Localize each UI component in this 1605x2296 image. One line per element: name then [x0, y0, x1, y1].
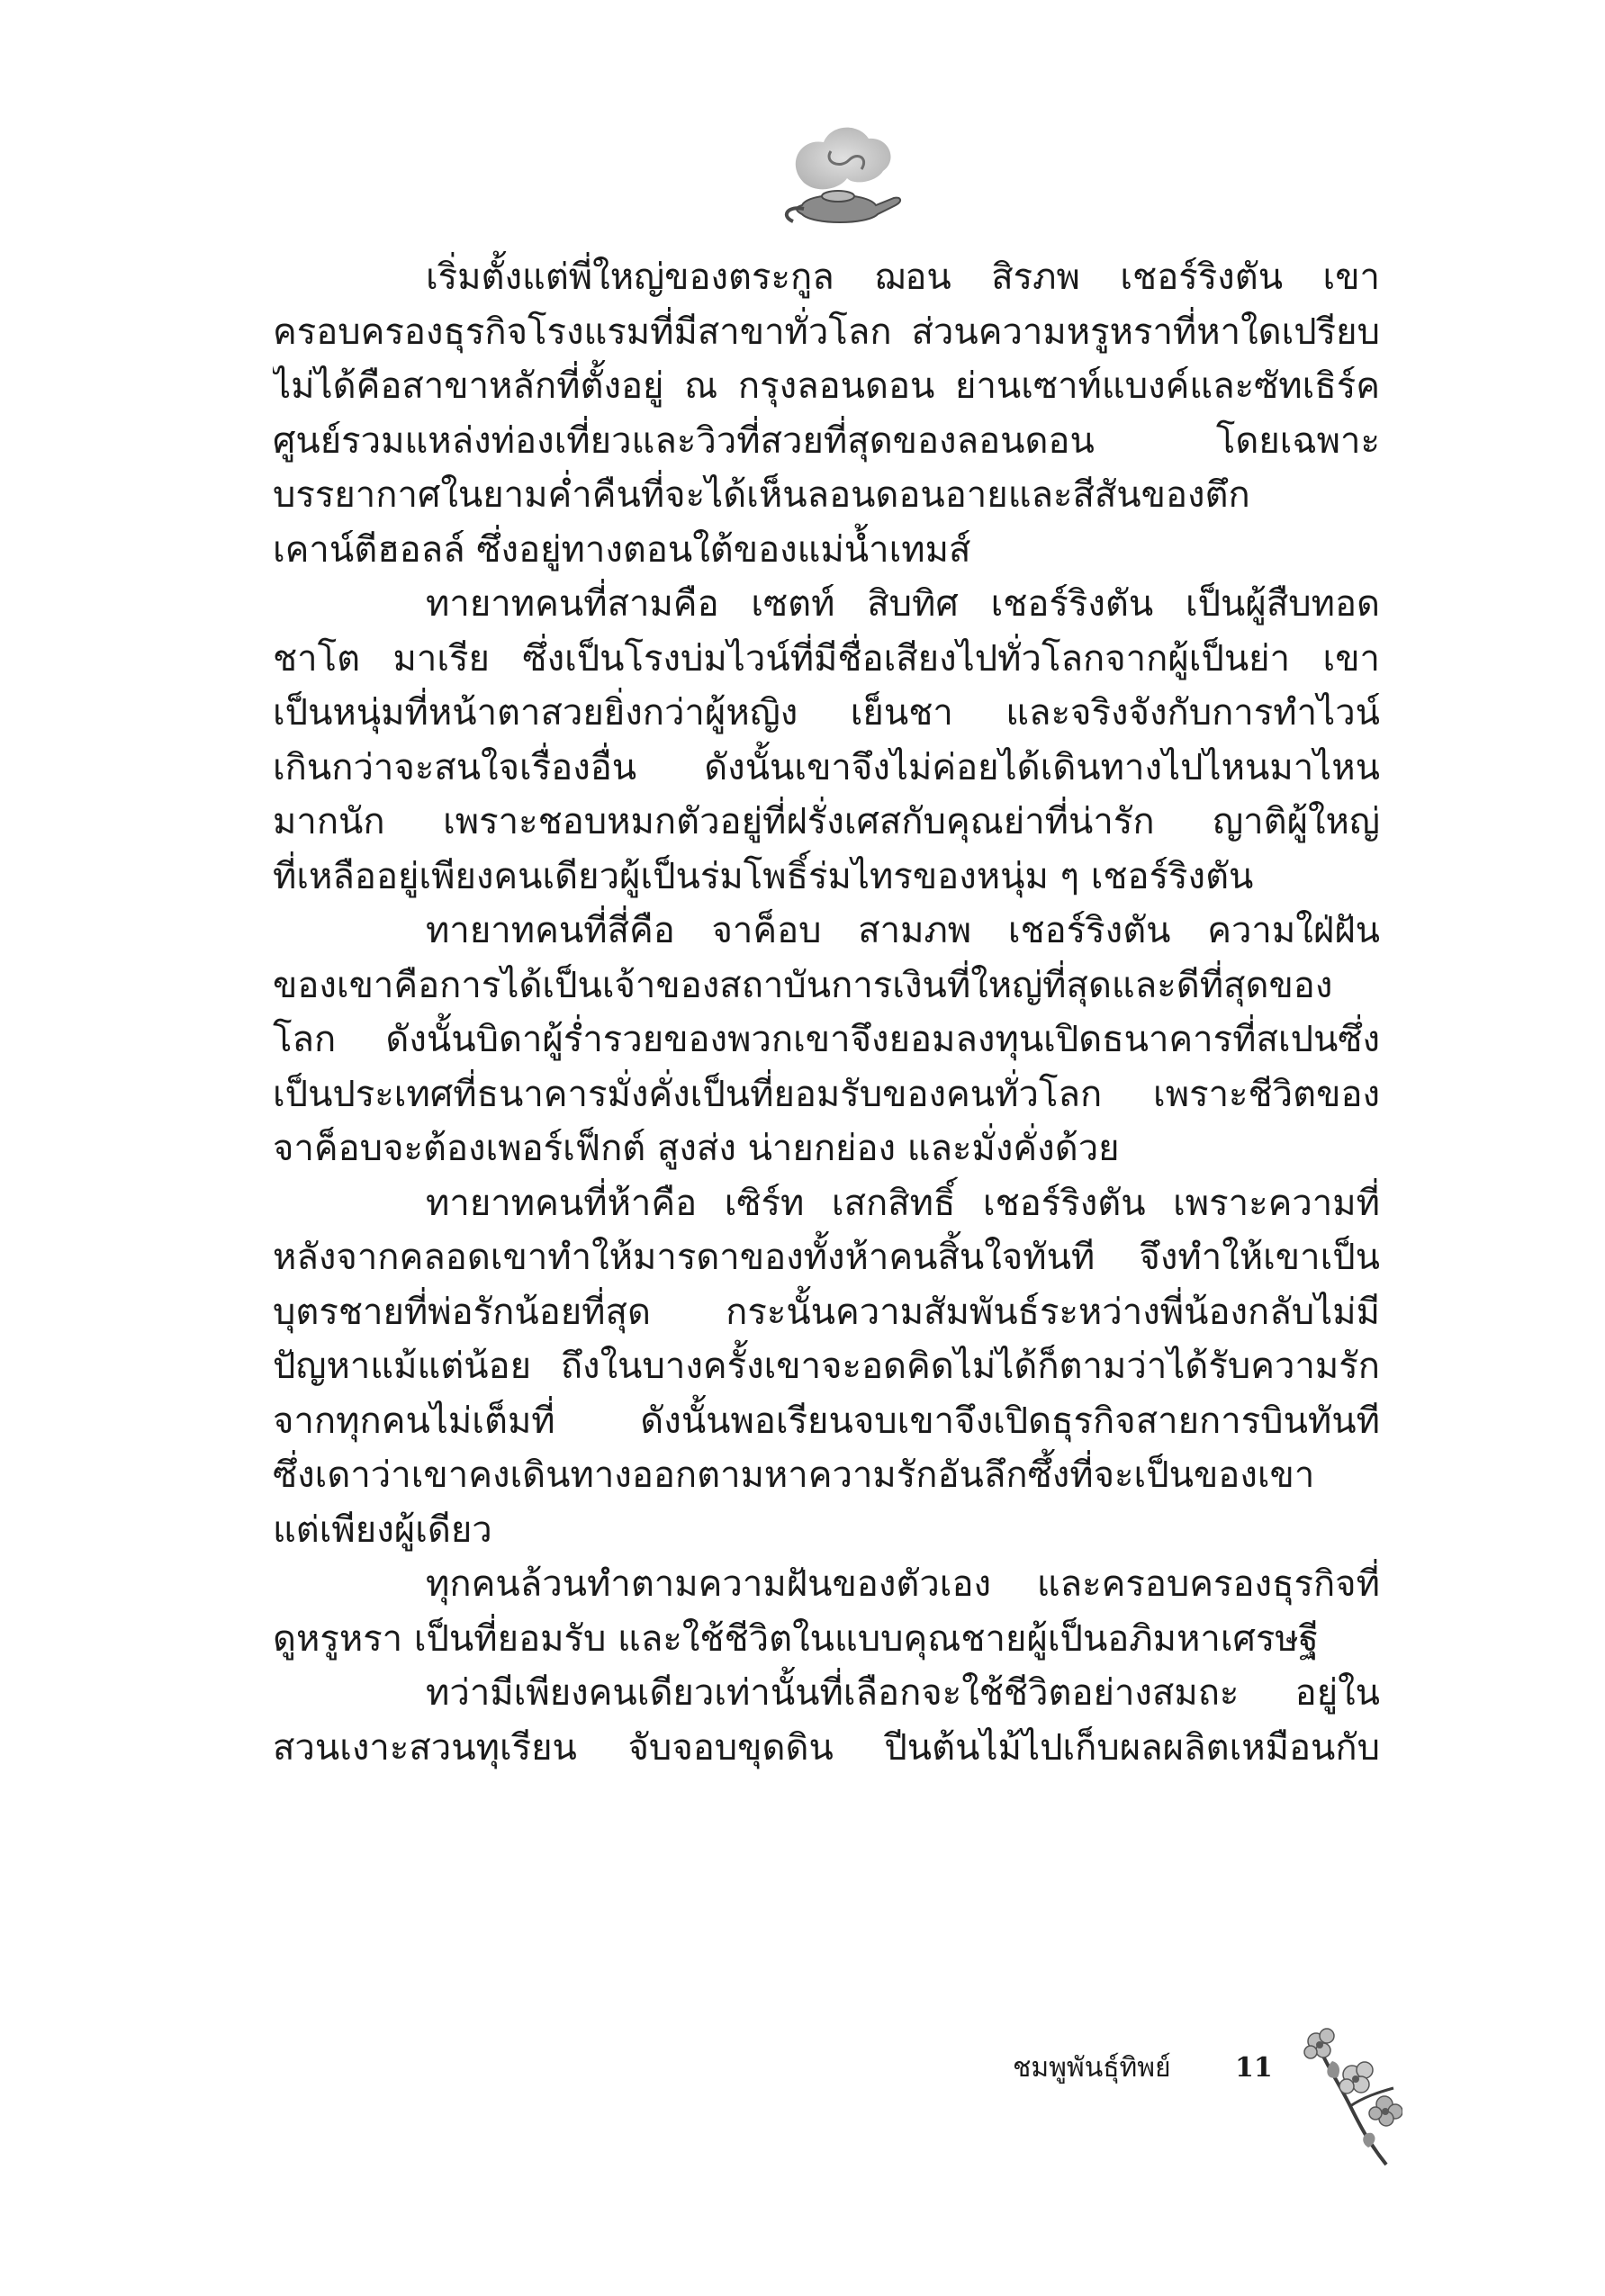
text-line: ซึ่งเดาว่าเขาคงเดินทางออกตามหาความรักอันลึกซึ้งที่จะเป็นของเขา — [273, 1454, 1315, 1496]
text-line: บรรยากาศในยามค่ำคืนที่จะได้เห็นลอนดอนอายและสีสันของตึก — [273, 474, 1250, 516]
text-line: โลก ดังนั้นบิดาผู้ร่ำรวยของพวกเขาจึงยอมลงทุนเปิดธนาคารที่สเปนซึ่ง — [273, 1019, 1380, 1060]
text-line: ของเขาคือการได้เป็นเจ้าของสถาบันการเงินที่ใหญ่ที่สุดและดีที่สุดของ — [273, 964, 1333, 1006]
text-line: เคาน์ตีฮอลล์ ซึ่งอยู่ทางตอนใต้ของแม่น้ำเทมส์ — [273, 528, 971, 571]
text-line: จากทุกคนไม่เต็มที่ ดังนั้นพอเรียนจบเขาจึงเปิดธุรกิจสายการบินทันที — [273, 1400, 1380, 1442]
text-line: ทว่ามีเพียงคนเดียวเท่านั้นที่เลือกจะใช้ชีวิตอย่างสมถะ อยู่ใน — [426, 1672, 1380, 1714]
text-line: ศูนย์รวมแหล่งท่องเที่ยวและวิวที่สวยที่สุดของลอนดอน โดยเฉพาะ — [273, 419, 1380, 462]
running-title: ชมพูพันธุ์ทิพย์ — [1013, 2052, 1171, 2084]
blossom-branch-icon — [1296, 2025, 1402, 2169]
text-line: เริ่มตั้งแต่พี่ใหญ่ของตระกูล ฌอน สิรภพ เชอร์ริงตัน เขา — [426, 257, 1380, 298]
text-line: ครอบครองธุรกิจโรงแรมที่มีสาขาทั่วโลก ส่วนความหรูหราที่หาใดเปรียบ — [273, 311, 1380, 353]
text-line: มากนัก เพราะชอบหมกตัวอยู่ที่ฝรั่งเศสกับคุณย่าที่น่ารัก ญาติผู้ใหญ่ — [273, 801, 1380, 842]
text-line: ทุกคนล้วนทำตามความฝันของตัวเอง และครอบครองธุรกิจที่ — [426, 1563, 1380, 1605]
text-line: เกินกว่าจะสนใจเรื่องอื่น ดังนั้นเขาจึงไม่ค่อยได้เดินทางไปไหนมาไหน — [273, 746, 1380, 788]
lamp-ornament-icon — [768, 115, 912, 241]
text-line: ปัญหาแม้แต่น้อย ถึงในบางครั้งเขาจะอดคิดไม่ได้ก็ตามว่าได้รับความรัก — [273, 1346, 1380, 1387]
body-text — [273, 250, 1380, 1775]
text-line: จาค็อบจะต้องเพอร์เฟ็กต์ สูงส่ง น่ายกย่อง และมั่งคั่งด้วย — [273, 1128, 1120, 1169]
text-line: เป็นประเทศที่ธนาคารมั่งคั่งเป็นที่ยอมรับของคนทั่วโลก เพราะชีวิตของ — [273, 1073, 1380, 1115]
text-line: ดูหรูหรา เป็นที่ยอมรับ และใช้ชีวิตในแบบคุณชายผู้เป็นอภิมหาเศรษฐี — [273, 1617, 1319, 1660]
page-number: 11 — [1235, 2052, 1273, 2084]
text-line: บุตรชายที่พ่อรักน้อยที่สุด กระนั้นความสัมพันธ์ระหว่างพี่น้องกลับไม่มี — [273, 1291, 1380, 1333]
text-line: ทายาทคนที่สี่คือ จาค็อบ สามภพ เชอร์ริงตัน ความใฝ่ฝัน — [426, 910, 1380, 951]
text-line: ไม่ได้คือสาขาหลักที่ตั้งอยู่ ณ กรุงลอนดอน ย่านเซาท์แบงค์และซัทเธิร์ค — [273, 365, 1380, 407]
text-line: ทายาทคนที่ห้าคือ เซิร์ท เสกสิทธิ์ เชอร์ริงตัน เพราะความที่ — [426, 1182, 1380, 1224]
text-line: ชาโต มาเรีย ซึ่งเป็นโรงบ่มไวน์ที่มีชื่อเสียงไปทั่วโลกจากผู้เป็นย่า เขา — [273, 637, 1380, 680]
text-line: หลังจากคลอดเขาทำให้มารดาของทั้งห้าคนสิ้นใจทันที จึงทำให้เขาเป็น — [273, 1237, 1380, 1278]
text-line: สวนเงาะสวนทุเรียน จับจอบขุดดิน ปีนต้นไม้ไปเก็บผลผลิตเหมือนกับ — [273, 1726, 1380, 1769]
text-line: เป็นหนุ่มที่หน้าตาสวยยิ่งกว่าผู้หญิง เย็นชา และจริงจังกับการทำไวน์ — [273, 692, 1380, 734]
text-line: ที่เหลืออยู่เพียงคนเดียวผู้เป็นร่มโพธิ์ร่มไทรของหนุ่ม ๆ เชอร์ริงตัน — [273, 855, 1254, 897]
page-footer — [0, 2025, 1605, 2169]
text-line: แต่เพียงผู้เดียว — [273, 1508, 492, 1551]
text-line: ทายาทคนที่สามคือ เซตท์ สิบทิศ เชอร์ริงตัน เป็นผู้สืบทอด — [426, 583, 1380, 625]
